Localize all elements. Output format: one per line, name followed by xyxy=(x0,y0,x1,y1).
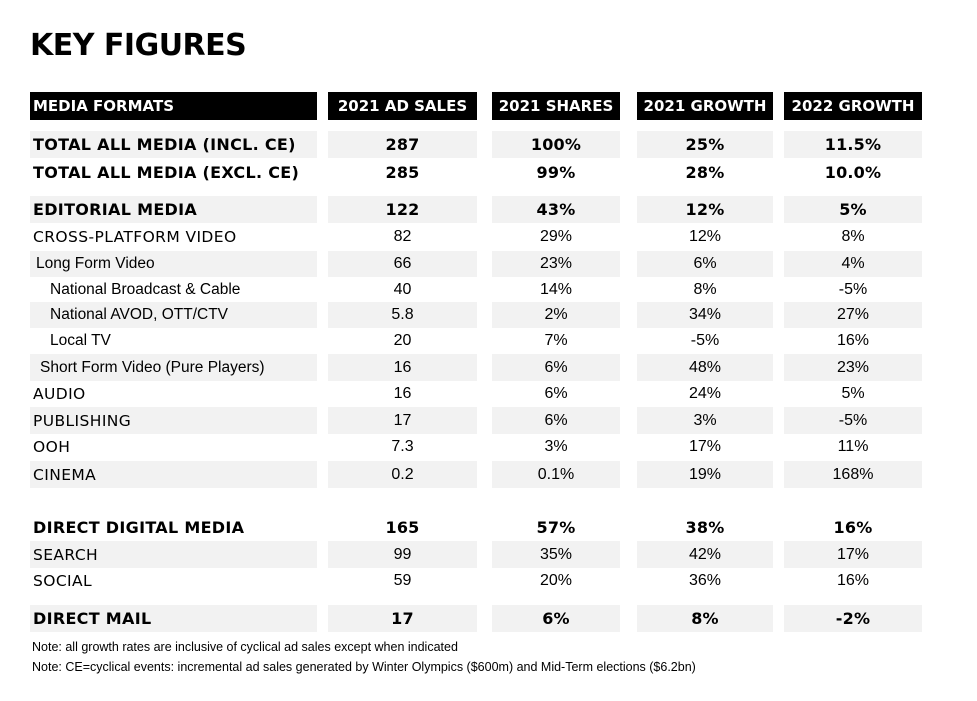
table-row xyxy=(0,461,977,488)
ad-sales-cell: 165 xyxy=(385,517,420,537)
table-row xyxy=(0,131,977,158)
shares-cell: 3% xyxy=(544,438,568,455)
table-row xyxy=(0,328,977,354)
growth-2022-cell: 5% xyxy=(841,385,865,402)
shares-cell: 6% xyxy=(492,605,620,632)
table-row xyxy=(0,381,977,407)
growth-2021-cell: 8% xyxy=(693,280,717,298)
media-format-label: TOTAL ALL MEDIA (INCL. CE) xyxy=(30,131,317,158)
shares-cell: 35% xyxy=(492,541,620,568)
growth-2021-cell: 38% xyxy=(685,517,725,537)
shares-cell: 6% xyxy=(492,354,620,381)
ad-sales-cell: 5.8 xyxy=(328,302,477,328)
growth-2022-cell: 11.5% xyxy=(784,131,922,158)
media-format-label: CINEMA xyxy=(30,461,317,488)
growth-2021-cell: 19% xyxy=(637,461,773,488)
growth-2021-cell: -5% xyxy=(690,332,720,349)
growth-2021-cell: 36% xyxy=(688,572,722,589)
media-format-label: SEARCH xyxy=(30,541,317,568)
ad-sales-cell: 285 xyxy=(385,162,420,182)
growth-2022-cell: 11% xyxy=(837,438,869,455)
growth-2021-cell: 28% xyxy=(685,162,725,182)
growth-2021-cell: 12% xyxy=(637,196,773,223)
media-format-label: OOH xyxy=(33,438,71,456)
header-2022-growth: 2022 GROWTH xyxy=(784,92,922,120)
table-row xyxy=(0,224,977,250)
growth-2022-cell: 5% xyxy=(784,196,922,223)
growth-2021-cell: 42% xyxy=(637,541,773,568)
table-row xyxy=(0,541,977,568)
growth-2021-cell: 8% xyxy=(637,605,773,632)
shares-cell: 20% xyxy=(539,572,573,589)
media-format-label: Long Form Video xyxy=(30,251,317,277)
table-row xyxy=(0,196,977,223)
shares-cell: 99% xyxy=(536,162,576,182)
media-format-label: Short Form Video (Pure Players) xyxy=(30,354,317,381)
growth-2022-cell: 4% xyxy=(784,251,922,277)
shares-cell: 23% xyxy=(492,251,620,277)
ad-sales-cell: 20 xyxy=(393,332,412,349)
media-format-label: SOCIAL xyxy=(33,572,93,590)
ad-sales-cell: 287 xyxy=(328,131,477,158)
header-2021-ad-sales: 2021 AD SALES xyxy=(328,92,477,120)
table-row xyxy=(0,568,977,594)
shares-cell: 6% xyxy=(544,385,568,402)
media-format-label: DIRECT MAIL xyxy=(30,605,317,632)
ad-sales-cell: 66 xyxy=(328,251,477,277)
table-row xyxy=(0,251,977,277)
media-format-label: CROSS-PLATFORM VIDEO xyxy=(33,228,237,246)
growth-2022-cell: -5% xyxy=(784,407,922,434)
growth-2021-cell: 25% xyxy=(637,131,773,158)
shares-cell: 0.1% xyxy=(492,461,620,488)
media-format-label: TOTAL ALL MEDIA (EXCL. CE) xyxy=(33,162,300,182)
media-format-label: Local TV xyxy=(50,332,111,349)
media-format-label: National Broadcast & Cable xyxy=(50,280,241,298)
growth-2021-cell: 34% xyxy=(637,302,773,328)
shares-cell: 57% xyxy=(536,517,576,537)
media-format-label: AUDIO xyxy=(33,385,86,403)
shares-cell: 43% xyxy=(492,196,620,223)
growth-2021-cell: 6% xyxy=(637,251,773,277)
ad-sales-cell: 40 xyxy=(393,280,412,298)
growth-2022-cell: 16% xyxy=(836,572,870,589)
table-row xyxy=(0,354,977,381)
header-2021-growth: 2021 GROWTH xyxy=(637,92,773,120)
media-format-label: PUBLISHING xyxy=(30,407,317,434)
table-row xyxy=(0,277,977,302)
shares-cell: 6% xyxy=(492,407,620,434)
ad-sales-cell: 82 xyxy=(393,228,412,245)
growth-2022-cell: 16% xyxy=(833,517,873,537)
media-format-label: National AVOD, OTT/CTV xyxy=(30,302,317,328)
header-media-formats: MEDIA FORMATS xyxy=(30,92,317,120)
ad-sales-cell: 59 xyxy=(393,572,412,589)
growth-2022-cell: 10.0% xyxy=(824,162,882,182)
growth-2021-cell: 3% xyxy=(637,407,773,434)
ad-sales-cell: 17 xyxy=(328,407,477,434)
shares-cell: 29% xyxy=(539,228,573,245)
growth-2022-cell: 17% xyxy=(784,541,922,568)
table-row xyxy=(0,434,977,460)
ad-sales-cell: 7.3 xyxy=(391,438,414,455)
growth-2022-cell: 16% xyxy=(836,332,870,349)
media-format-label: DIRECT DIGITAL MEDIA xyxy=(33,517,245,537)
header-2021-shares: 2021 SHARES xyxy=(492,92,620,120)
shares-cell: 7% xyxy=(544,332,568,349)
growth-2021-cell: 17% xyxy=(688,438,722,455)
media-format-label: EDITORIAL MEDIA xyxy=(30,196,317,223)
table-row xyxy=(0,605,977,632)
note-cyclical-events: Note: CE=cyclical events: incremental ad sales generated by Winter Olympics ($600m) and Mid-Term elections ($6.2bn) xyxy=(32,660,696,674)
ad-sales-cell: 17 xyxy=(328,605,477,632)
ad-sales-cell: 16 xyxy=(328,354,477,381)
table-row xyxy=(0,514,977,540)
ad-sales-cell: 16 xyxy=(393,385,412,402)
ad-sales-cell: 0.2 xyxy=(328,461,477,488)
growth-2022-cell: 8% xyxy=(841,228,865,245)
ad-sales-cell: 99 xyxy=(328,541,477,568)
page-title: KEY FIGURES xyxy=(30,28,247,63)
table-row xyxy=(0,302,977,328)
growth-2021-cell: 12% xyxy=(688,228,722,245)
growth-2022-cell: 23% xyxy=(784,354,922,381)
shares-cell: 2% xyxy=(492,302,620,328)
table-row xyxy=(0,407,977,434)
table-row xyxy=(0,159,977,185)
shares-cell: 14% xyxy=(539,280,573,298)
growth-2022-cell: 27% xyxy=(784,302,922,328)
ad-sales-cell: 122 xyxy=(328,196,477,223)
growth-2021-cell: 24% xyxy=(688,385,722,402)
growth-2022-cell: -5% xyxy=(838,280,868,298)
note-growth-rates: Note: all growth rates are inclusive of cyclical ad sales except when indicated xyxy=(32,640,458,654)
shares-cell: 100% xyxy=(492,131,620,158)
growth-2021-cell: 48% xyxy=(637,354,773,381)
growth-2022-cell: 168% xyxy=(784,461,922,488)
growth-2022-cell: -2% xyxy=(784,605,922,632)
